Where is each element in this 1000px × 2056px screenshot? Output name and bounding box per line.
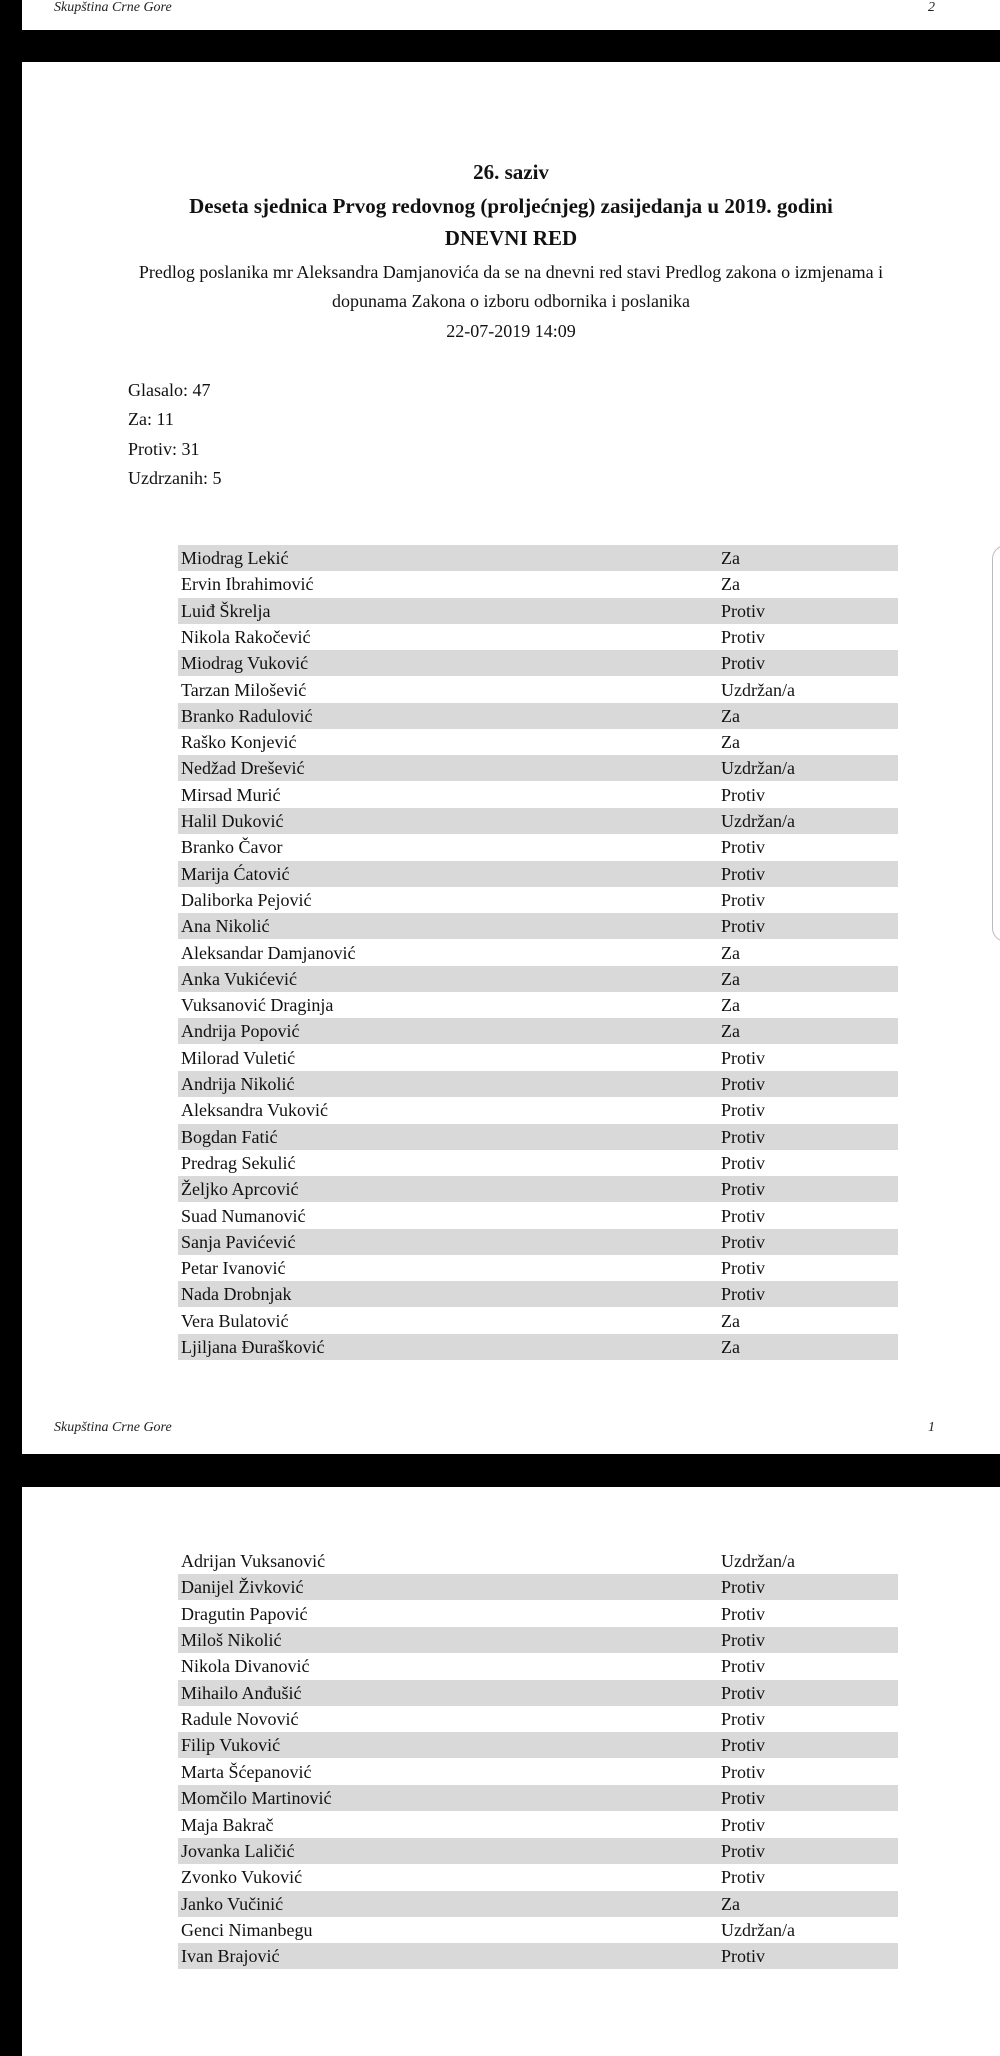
- member-name: Mirsad Murić: [181, 784, 281, 805]
- member-name: Anka Vukićević: [181, 968, 298, 989]
- table-row: [178, 887, 898, 913]
- member-vote: Za: [721, 942, 740, 963]
- member-name: Ivan Brajović: [181, 1946, 280, 1967]
- member-vote: Protiv: [721, 1231, 766, 1252]
- footer-page-number: 1: [928, 1420, 935, 1435]
- table-row: [178, 834, 898, 860]
- proposal-line-2: dopunama Zakona o izboru odbornika i poslanika: [332, 291, 690, 311]
- member-vote: Za: [721, 968, 740, 989]
- scroll-edge-handle[interactable]: [992, 545, 1000, 942]
- member-name: Ervin Ibrahimović: [181, 574, 314, 595]
- member-name: Miodrag Lekić: [181, 548, 289, 568]
- table-row: [178, 624, 898, 650]
- saziv-heading: 26. saziv: [473, 160, 549, 184]
- member-vote: Protiv: [721, 600, 766, 621]
- stat-voted: Glasalo: 47: [128, 380, 211, 400]
- member-name: Filip Vuković: [181, 1735, 281, 1756]
- member-vote: Protiv: [721, 1709, 766, 1730]
- table-row: [178, 808, 898, 834]
- table-row: [178, 1071, 898, 1097]
- table-row: [178, 545, 898, 571]
- member-vote: Protiv: [721, 1205, 766, 1226]
- member-name: Momčilo Martinović: [181, 1788, 332, 1809]
- member-vote: Za: [721, 732, 740, 753]
- table-row: [178, 1627, 898, 1653]
- table-row: [178, 861, 898, 887]
- member-name: Aleksandra Vuković: [181, 1100, 329, 1121]
- table-row: [178, 992, 898, 1018]
- member-name: Daliborka Pejović: [181, 889, 312, 910]
- member-name: Adrijan Vuksanović: [181, 1551, 326, 1571]
- table-row: [178, 650, 898, 676]
- table-row: [178, 1097, 898, 1123]
- member-vote: Protiv: [721, 889, 766, 910]
- member-name: Marija Ćatović: [181, 863, 290, 884]
- member-vote: Protiv: [721, 1100, 766, 1121]
- member-name: Ljiljana Đurašković: [181, 1337, 325, 1357]
- page-top-fragment: [22, 0, 1000, 30]
- table-row: [178, 1943, 898, 1969]
- table-row: [178, 913, 898, 939]
- table-row: [178, 1891, 898, 1917]
- table-row: [178, 1653, 898, 1679]
- member-vote: Za: [721, 574, 740, 595]
- member-name: Andrija Nikolić: [181, 1074, 295, 1094]
- member-vote: Protiv: [721, 916, 766, 937]
- member-name: Aleksandar Damjanović: [181, 942, 356, 963]
- member-name: Marta Šćepanović: [181, 1761, 312, 1782]
- member-name: Janko Vučinić: [181, 1893, 284, 1914]
- member-name: Vuksanović Draginja: [181, 995, 334, 1016]
- member-name: Halil Duković: [181, 811, 284, 831]
- stat-for: Za: 11: [128, 409, 174, 429]
- member-name: Andrija Popović: [181, 1021, 300, 1042]
- member-vote: Protiv: [721, 1656, 766, 1677]
- member-name: Danijel Živković: [181, 1577, 304, 1598]
- member-vote: Protiv: [721, 653, 766, 674]
- member-name: Željko Aprcović: [181, 1179, 299, 1200]
- member-name: Genci Nimanbegu: [181, 1919, 313, 1940]
- document-page-1: [22, 62, 1000, 1454]
- member-name: Suad Numanović: [181, 1205, 306, 1226]
- table-row: [178, 1018, 898, 1044]
- member-vote: Uzdržan/a: [721, 679, 795, 700]
- table-row: [178, 1759, 898, 1785]
- table-row: [178, 1574, 898, 1600]
- member-vote: Protiv: [721, 1152, 766, 1173]
- table-row: [178, 1601, 898, 1627]
- table-row: [178, 571, 898, 597]
- table-row: [178, 1203, 898, 1229]
- table-row: [178, 1281, 898, 1307]
- member-name: Nikola Divanović: [181, 1656, 310, 1677]
- member-name: Nada Drobnjak: [181, 1284, 292, 1305]
- table-row: [178, 782, 898, 808]
- member-name: Maja Bakrač: [181, 1814, 274, 1835]
- session-heading: Deseta sjednica Prvog redovnog (proljećnjeg) zasijedanja u 2019. godini: [189, 194, 833, 218]
- stat-abstained: Uzdrzanih: 5: [128, 468, 222, 488]
- member-vote: Uzdržan/a: [721, 758, 795, 779]
- table-row: [178, 1548, 898, 1574]
- vote-datetime: 22-07-2019 14:09: [446, 321, 576, 341]
- table-row: [178, 1124, 898, 1150]
- member-name: Predrag Sekulić: [181, 1152, 296, 1173]
- table-row: [178, 1838, 898, 1864]
- member-name: Milorad Vuletić: [181, 1047, 296, 1068]
- footer-page-number: 2: [928, 0, 935, 15]
- table-row: [178, 1917, 898, 1943]
- member-vote: Za: [721, 1021, 740, 1042]
- member-name: Nedžad Drešević: [181, 758, 305, 779]
- member-vote: Uzdržan/a: [721, 1551, 795, 1571]
- member-vote: Protiv: [721, 1761, 766, 1782]
- member-vote: Protiv: [721, 1179, 766, 1200]
- member-vote: Protiv: [721, 1258, 766, 1279]
- member-vote: Protiv: [721, 1840, 766, 1861]
- member-vote: Protiv: [721, 1682, 766, 1703]
- member-name: Dragutin Papović: [181, 1603, 308, 1624]
- member-vote: Za: [721, 1310, 740, 1331]
- member-vote: Protiv: [721, 1814, 766, 1835]
- member-vote: Protiv: [721, 1788, 766, 1809]
- table-row: [178, 677, 898, 703]
- member-name: Jovanka Laličić: [181, 1840, 295, 1861]
- table-row: [178, 1045, 898, 1071]
- member-name: Petar Ivanović: [181, 1258, 286, 1279]
- member-vote: Protiv: [721, 1126, 766, 1147]
- table-row: [178, 1176, 898, 1202]
- member-vote: Protiv: [721, 863, 766, 884]
- member-name: Radule Novović: [181, 1709, 299, 1730]
- member-vote: Protiv: [721, 1630, 766, 1651]
- table-row: [178, 1255, 898, 1281]
- stat-against: Protiv: 31: [128, 439, 200, 459]
- member-vote: Protiv: [721, 1735, 766, 1756]
- member-name: Miloš Nikolić: [181, 1630, 282, 1651]
- member-vote: Za: [721, 995, 740, 1016]
- member-name: Miodrag Vuković: [181, 653, 309, 674]
- member-vote: Za: [721, 1337, 740, 1357]
- table-row: [178, 729, 898, 755]
- member-name: Tarzan Milošević: [181, 679, 307, 700]
- member-vote: Protiv: [721, 1577, 766, 1598]
- member-vote: Uzdržan/a: [721, 1919, 795, 1940]
- member-vote: Za: [721, 705, 740, 726]
- member-name: Nikola Rakočević: [181, 626, 311, 647]
- member-name: Raško Konjević: [181, 732, 297, 753]
- table-row: [178, 1785, 898, 1811]
- table-row: [178, 1308, 898, 1334]
- agenda-heading: DNEVNI RED: [444, 226, 578, 250]
- table-row: [178, 1706, 898, 1732]
- member-name: Zvonko Vuković: [181, 1867, 303, 1888]
- member-vote: Protiv: [721, 837, 766, 858]
- member-name: Ana Nikolić: [181, 916, 270, 937]
- member-vote: Protiv: [721, 1284, 766, 1305]
- member-name: Sanja Pavićević: [181, 1231, 296, 1252]
- table-row: [178, 1680, 898, 1706]
- member-vote: Protiv: [721, 626, 766, 647]
- table-row: [178, 940, 898, 966]
- member-name: Vera Bulatović: [181, 1310, 289, 1331]
- table-row: [178, 1732, 898, 1758]
- member-name: Mihailo Anđušić: [181, 1682, 302, 1703]
- table-row: [178, 966, 898, 992]
- proposal-line-1: Predlog poslanika mr Aleksandra Damjanovića da se na dnevni red stavi Predlog zakona o izmjenama i: [138, 262, 884, 282]
- table-row: [178, 1864, 898, 1890]
- member-name: Branko Radulović: [181, 705, 313, 726]
- table-row: [178, 703, 898, 729]
- member-vote: Protiv: [721, 1047, 766, 1068]
- table-row: [178, 1334, 898, 1360]
- footer-institution: Skupština Crne Gore: [54, 1420, 172, 1435]
- member-name: Luiđ Škrelja: [181, 600, 271, 621]
- member-vote: Protiv: [721, 1946, 766, 1967]
- document-page-2: [22, 1487, 1000, 2056]
- table-row: [178, 598, 898, 624]
- member-vote: Protiv: [721, 1867, 766, 1888]
- member-vote: Protiv: [721, 1603, 766, 1624]
- member-vote: Za: [721, 1893, 740, 1914]
- member-vote: Za: [721, 548, 740, 568]
- member-vote: Uzdržan/a: [721, 811, 795, 831]
- table-row: [178, 1812, 898, 1838]
- member-name: Branko Čavor: [181, 837, 283, 858]
- table-row: [178, 1229, 898, 1255]
- member-vote: Protiv: [721, 1074, 766, 1094]
- table-row: [178, 1150, 898, 1176]
- member-name: Bogdan Fatić: [181, 1126, 278, 1147]
- footer-institution: Skupština Crne Gore: [54, 0, 172, 15]
- member-vote: Protiv: [721, 784, 766, 805]
- table-row: [178, 755, 898, 781]
